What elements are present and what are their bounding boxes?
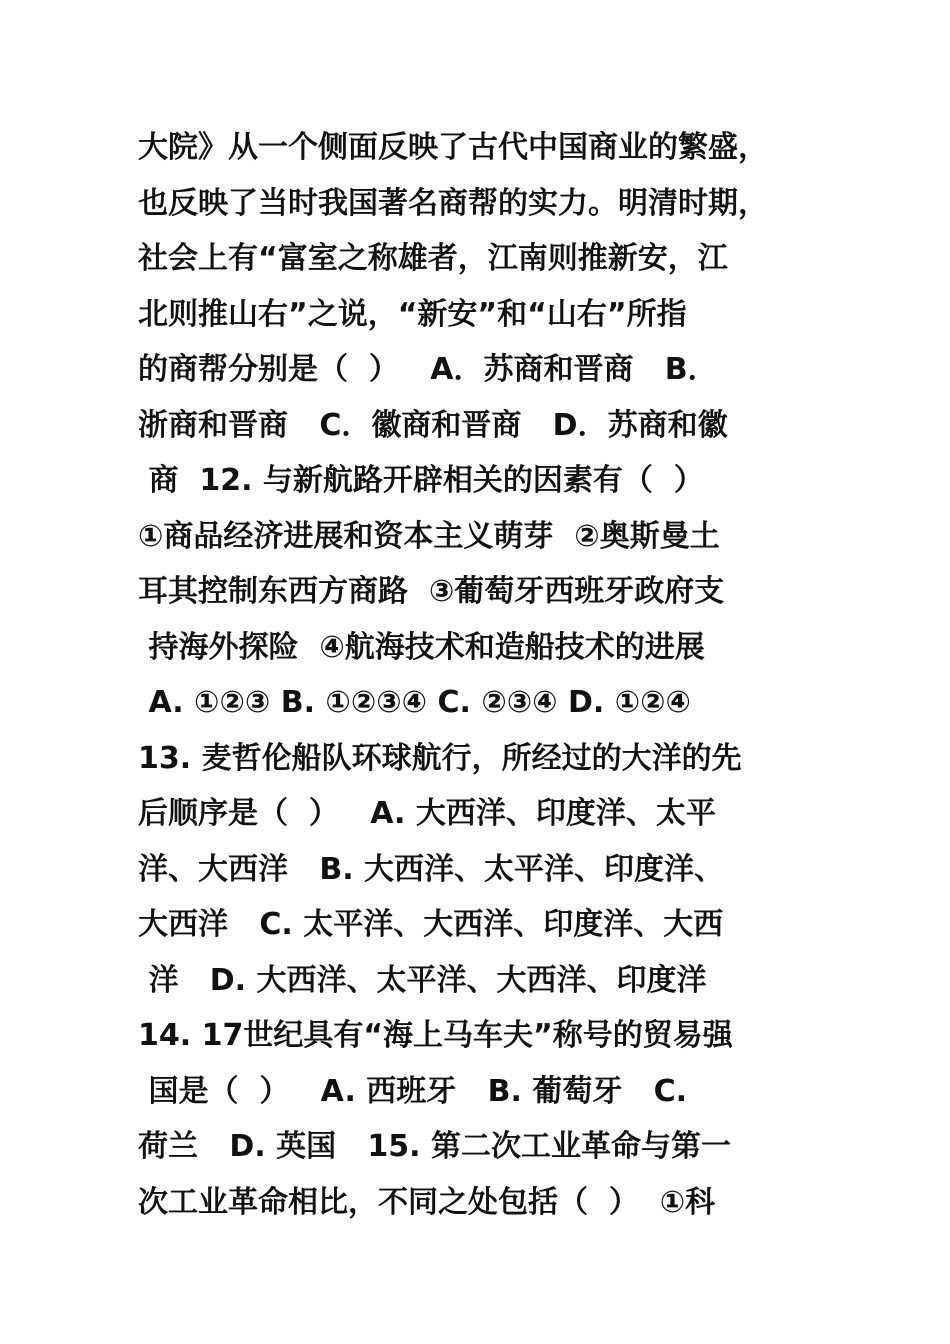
text-line: 荷兰 D. 英国 15. 第二次工业革命与第一 — [138, 1129, 731, 1164]
text-line: 14. 17世纪具有“海上马车夫”称号的贸易强 — [138, 1018, 733, 1053]
text-line: 洋、大西洋 B. 大西洋、太平洋、印度洋、 — [138, 851, 725, 887]
text-line: 后顺序是（ ） A. 大西洋、印度洋、太平 — [138, 796, 716, 831]
text-line: 商 12. 与新航路开辟相关的因素有（ ） — [138, 463, 704, 498]
text-line: A. ①②③ B. ①②③④ C. ②③④ D. ①②④ — [138, 685, 691, 720]
text-line: 耳其控制东西方商路 ③葡萄牙西班牙政府支 — [138, 574, 725, 609]
text-line: 北则推山右”之说，“新安”和“山右”所指 — [138, 296, 687, 332]
text-line: ①商品经济进展和资本主义萌芽 ②奥斯曼土 — [138, 518, 720, 554]
text-line: 也反映了当时我国著名商帮的实力。明清时期， — [138, 185, 768, 221]
question-text — [138, 120, 828, 1230]
text-line: 13. 麦哲伦船队环球航行，所经过的大洋的先 — [138, 740, 742, 776]
text-line: 的商帮分别是（ ） A．苏商和晋商 B． — [138, 352, 718, 387]
text-line: 国是（ ） A. 西班牙 B. 葡萄牙 C. — [138, 1073, 688, 1109]
text-line: 浙商和晋商 C．徽商和晋商 D．苏商和徽 — [138, 407, 728, 443]
text-line: 次工业革命相比，不同之处包括（ ） ①科 — [138, 1184, 716, 1220]
text-line: 社会上有“富室之称雄者，江南则推新安，江 — [138, 241, 728, 276]
text-line: 洋 D. 大西洋、太平洋、大西洋、印度洋 — [138, 962, 707, 998]
text-line: 大西洋 C. 太平洋、大西洋、印度洋、大西 — [138, 907, 724, 942]
text-line: 大院》从一个侧面反映了古代中国商业的繁盛， — [138, 130, 768, 165]
text-line: 持海外探险 ④航海技术和造船技术的进展 — [138, 629, 705, 665]
